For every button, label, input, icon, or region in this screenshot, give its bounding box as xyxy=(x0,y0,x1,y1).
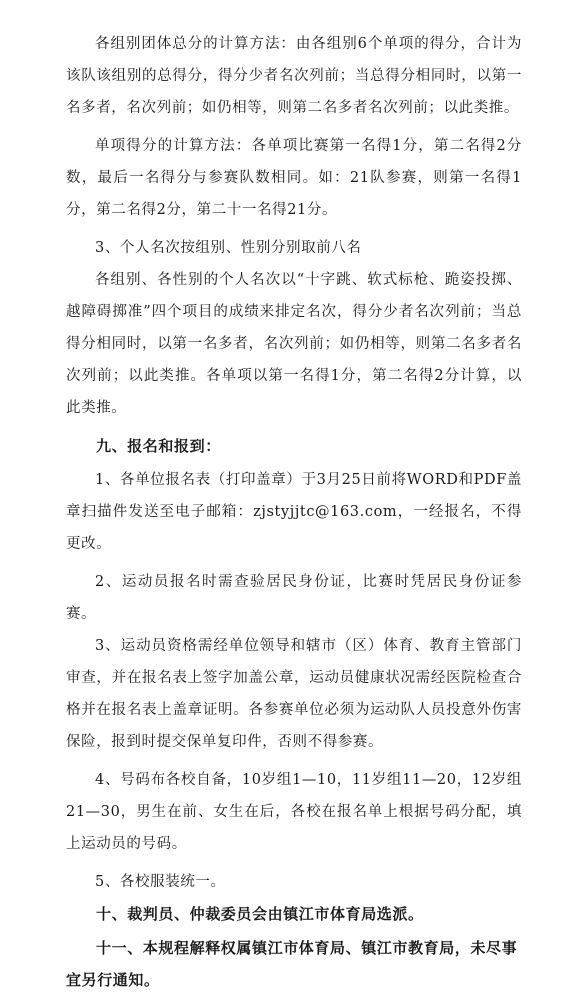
section-heading-registration: 九、报名和报到： xyxy=(96,437,221,455)
section-heading-interpretation: 十一、本规程解释权属镇江市体育局、镇江市教育局，未尽事宜另行通知。 xyxy=(66,939,518,989)
team-score-rule-paragraph: 各组别团体总分的计算方法：由各组别6个单项的得分，合计为该队该组别的总得分，得分少者名次列前；当总得分相同时，以第一名多者，名次列前；如仍相等，则第二名多者名次列前；以此类推。 xyxy=(66,36,522,116)
section-heading-referees: 十、裁判员、仲裁委员会由镇江市体育局选派。 xyxy=(96,905,424,923)
registration-item-5: 5、各校服装统一。 xyxy=(95,874,226,890)
registration-item-3: 3、运动员资格需经单位领导和辖市（区）体育、教育主管部门审查，并在报名表上签字加盖公章，运动员健康状况需经医院检查合格并在报名表上盖章证明。各参赛单位必须为运动队人员投意外伤害保险，报到时提交保单复印件，否则不得参赛。 xyxy=(66,638,522,750)
document-page xyxy=(66,28,522,998)
registration-item-1: 1、各单位报名表（打印盖章）于3月25日前将WORD和PDF盖章扫描件发送至电子邮箱：zjstyjjtc@163.com，一经报名，不得更改。 xyxy=(66,472,522,552)
event-score-rule-paragraph: 单项得分的计算方法：各单项比赛第一名得1分，第二名得2分数，最后一名得分与参赛队数相同。如：21队参赛，则第一名得1分，第二名得2分，第二十一名得21分。 xyxy=(66,138,522,218)
individual-ranking-paragraph: 各组别、各性别的个人名次以“十字跳、软式标枪、跪姿投掷、越障碍掷准”四个项目的成绩来排定名次，得分少者名次列前；当总得分相同时，以第一名多者，名次列前；如仍相等，则第二名多者名次列前；以此类推。各单项以第一名得1分，第二名得2分计算，以此类推。 xyxy=(66,272,522,416)
registration-item-4: 4、号码布各校自备，10岁组1—10，11岁组11—20，12岁组21—30，男生在前、女生在后，各校在报名单上根据号码分配，填上运动员的号码。 xyxy=(66,772,522,852)
registration-item-2: 2、运动员报名时需查验居民身份证，比赛时凭居民身份证参赛。 xyxy=(66,574,522,622)
individual-ranking-item: 3、个人名次按组别、性别分别取前八名 xyxy=(95,240,362,256)
